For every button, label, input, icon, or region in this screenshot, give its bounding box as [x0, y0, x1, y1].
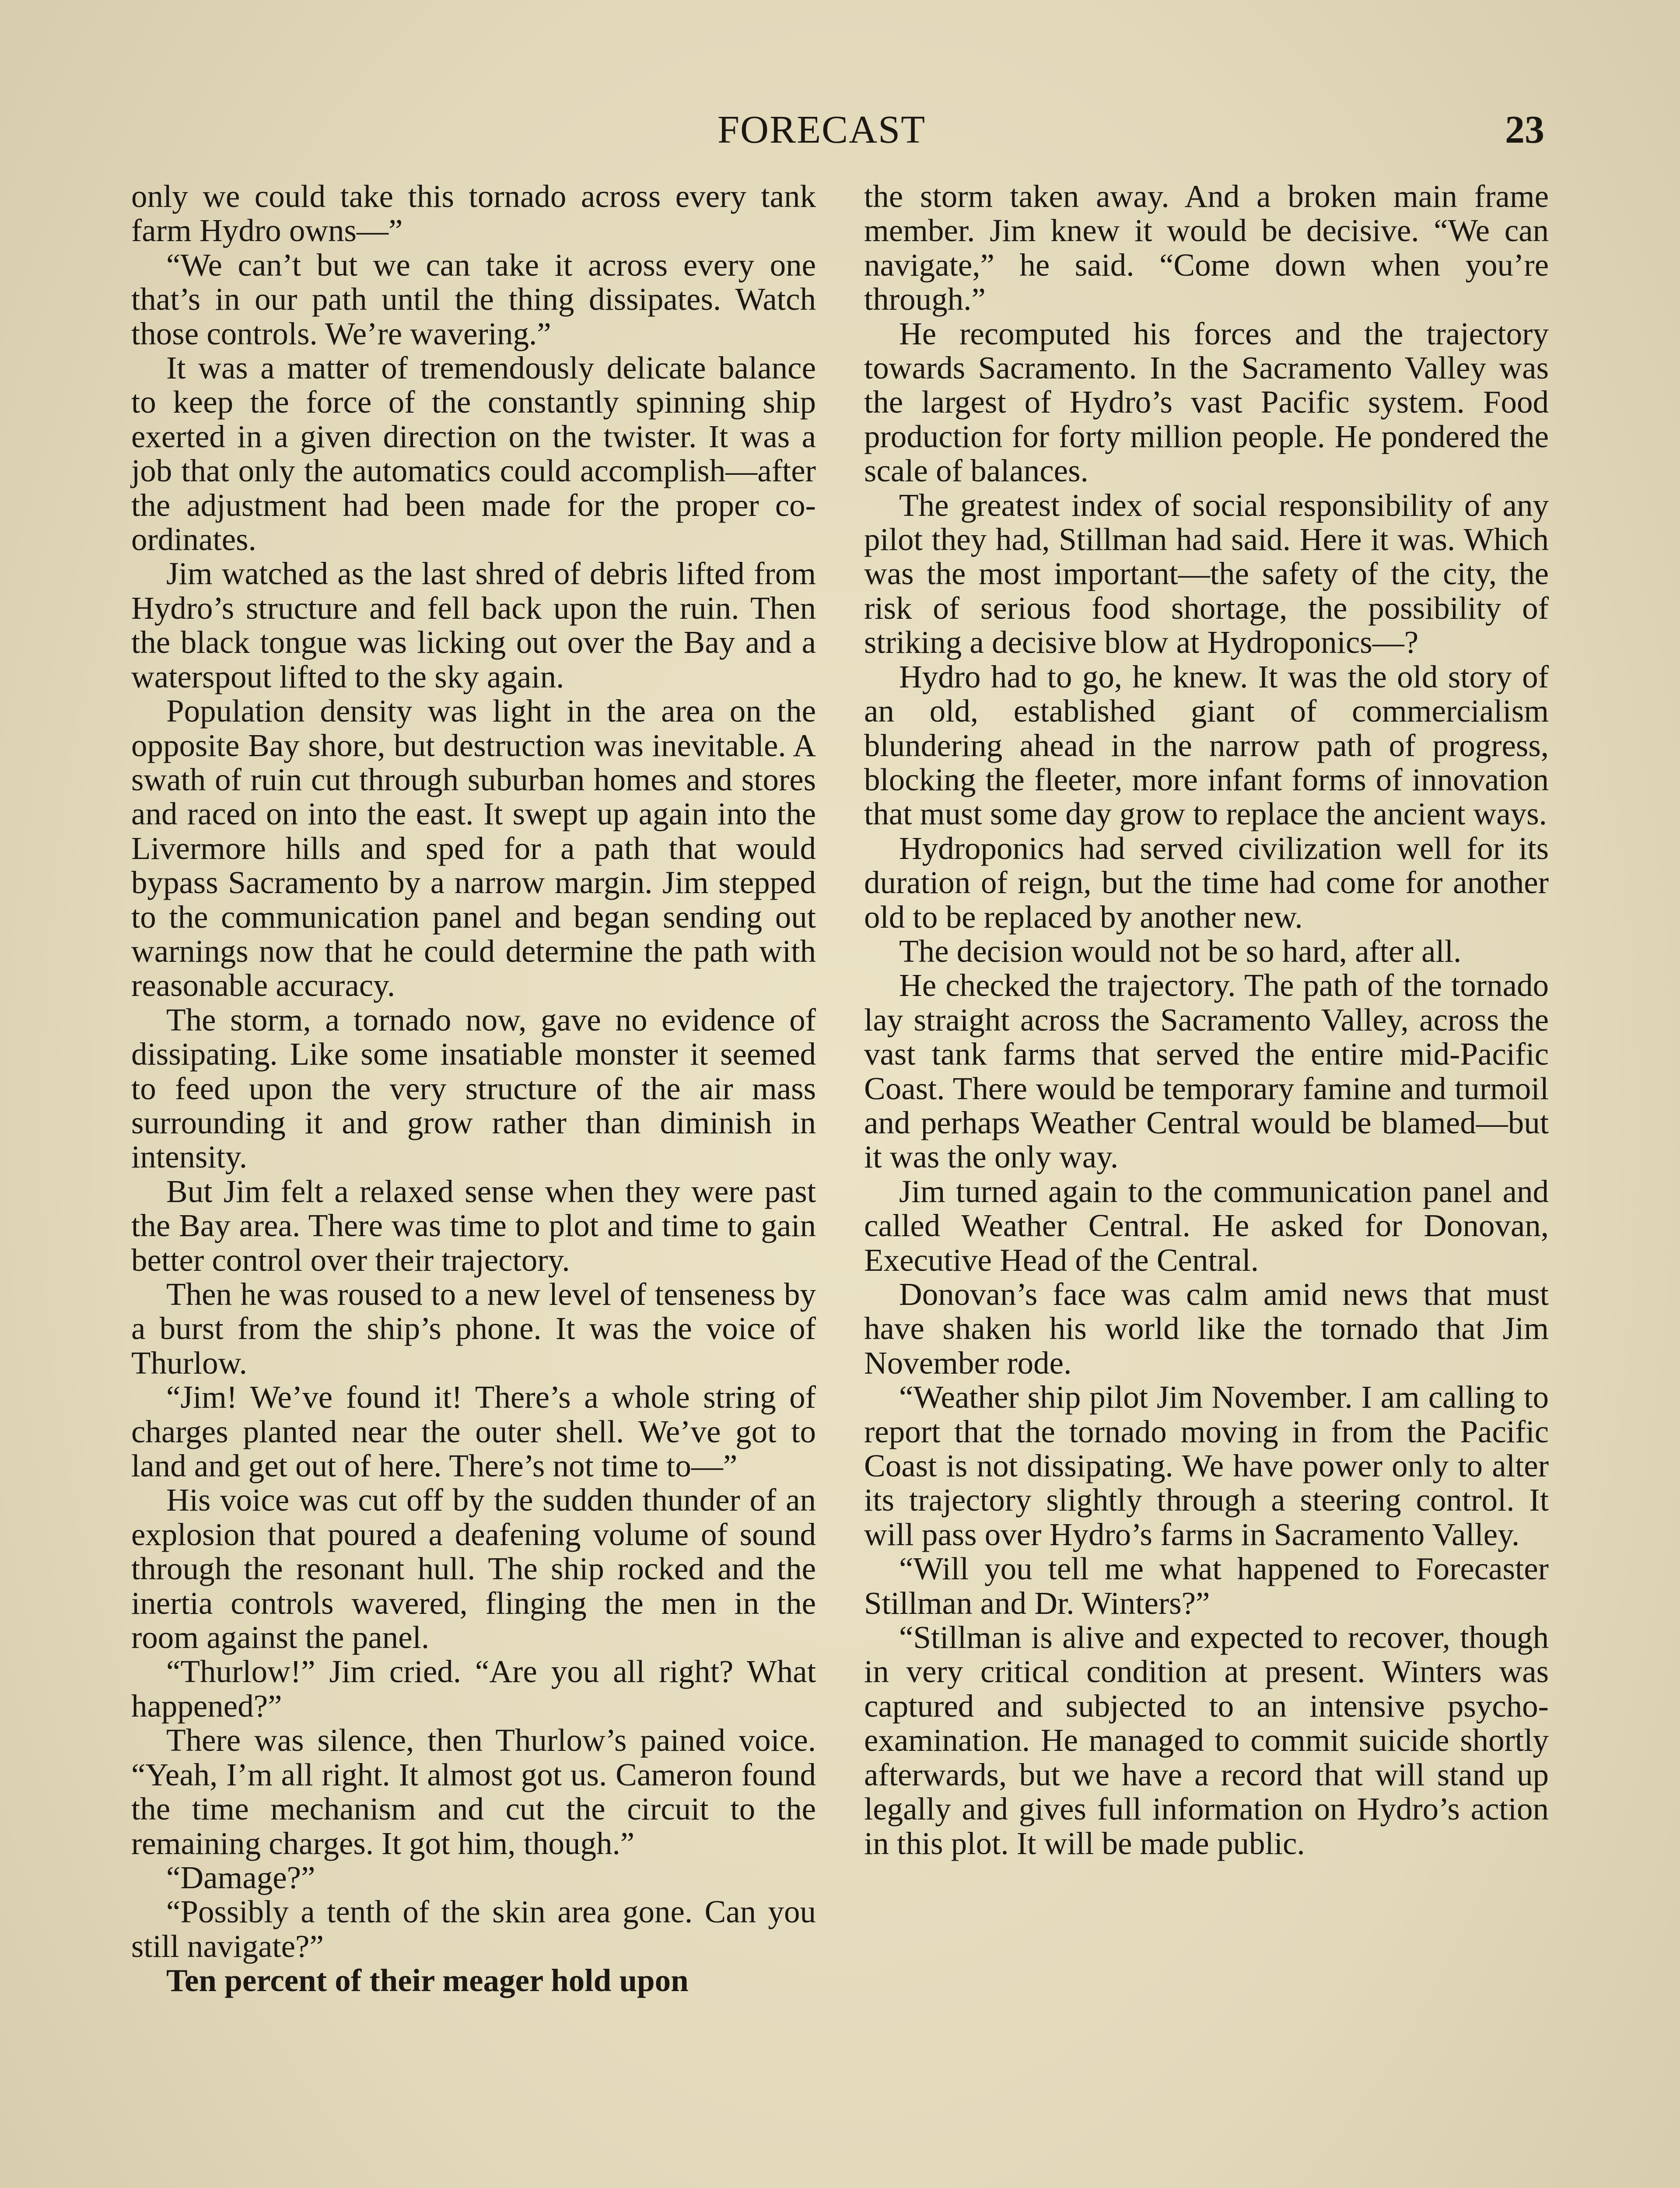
paragraph: “Weather ship pilot Jim November. I am calling to report that the tornado moving in from the Pacific Coast is not dissipating. We have power only to alter its trajectory slightly through a steering control. It will pass over Hydro’s farms in Sacramento Valley. [864, 1379, 1549, 1552]
paragraph: Hydroponics had served civilization well for its duration of reign, but the time had come for another old to be replaced by another new. [864, 830, 1549, 935]
paragraph: Donovan’s face was calm amid news that must have shaken his world like the tornado that Jim November rode. [864, 1276, 1549, 1381]
paragraph: “Stillman is alive and expected to recover, though in very critical condition at present. Winters was captured and subjected to an intensive psycho-examination. He managed to commit suicide shortly afterwards, but we have a record that will stand up legally and gives full information on Hydro’s action in this plot. It will be made public. [864, 1620, 1549, 1861]
page-number: 23 [1505, 108, 1544, 151]
paragraph: “Possibly a tenth of the skin area gone. Can you still navigate?” [131, 1894, 816, 1964]
paragraph: Then he was roused to a new level of tenseness by a burst from the ship’s phone. It was the voice of Thurlow. [131, 1276, 816, 1381]
paragraph: “Damage?” [166, 1859, 315, 1895]
paragraph: There was silence, then Thurlow’s pained voice. “Yeah, I’m all right. It almost got us. Cameron found the time mechanism and cut the circuit to the remaining charges. It got him, though.” [131, 1722, 816, 1861]
paragraph: He recomputed his forces and the trajectory towards Sacramento. In the Sacramento Valley was the largest of Hydro’s vast Pacific system. Food production for forty million people. He pondered the scale of balances. [864, 316, 1549, 489]
paragraph: “Will you tell me what happened to Forecaster Stillman and Dr. Winters?” [864, 1551, 1549, 1621]
paragraph: “Jim! We’ve found it! There’s a whole string of charges planted near the outer shell. We’ve got to land and get out of here. There’s not time to—” [131, 1379, 816, 1484]
paragraph: It was a matter of tremendously delicate balance to keep the force of the constantly spinning ship exerted in a given direction on the twister. It was a job that only the automatics could accomplish—after the adjustment had been made for the proper co-ordinates. [131, 350, 816, 558]
paragraph: “We can’t but we can take it across every one that’s in our path until the thing dissipates. Watch those controls. We’re wavering.” [131, 247, 816, 351]
paragraph: the storm taken away. And a broken main frame member. Jim knew it would be decisive. “We can navigate,” he said. “Come down when you’re through.” [864, 179, 1549, 317]
right-text-column [864, 179, 1549, 1861]
paragraph: Jim turned again to the communication panel and called Weather Central. He asked for Donovan, Executive Head of the Central. [864, 1173, 1549, 1278]
paragraph: Hydro had to go, he knew. It was the old story of an old, established giant of commercialism blundering ahead in the narrow path of progress, blocking the fleeter, more infant forms of innovation that must some day grow to replace the ancient ways. [864, 659, 1549, 832]
paragraph: But Jim felt a relaxed sense when they were past the Bay area. There was time to plot and time to gain better control over their trajectory. [131, 1173, 816, 1278]
paragraph: He checked the trajectory. The path of the tornado lay straight across the Sacramento Valley, across the vast tank farms that served the entire mid-Pacific Coast. There would be temporary famine and turmoil and perhaps Weather Central would be blamed—but it was the only way. [864, 968, 1549, 1175]
paragraph: Ten percent of their meager hold upon [166, 1963, 689, 1999]
paragraph: The storm, a tornado now, gave no evidence of dissipating. Like some insatiable monster it seemed to feed upon the very structure of the air mass surrounding it and grow rather than diminish in intensity. [131, 1002, 816, 1175]
left-text-column [131, 179, 816, 1998]
running-title: FORECAST [718, 108, 926, 151]
paragraph: His voice was cut off by the sudden thunder of an explosion that poured a deafening volume of sound through the resonant hull. The ship rocked and the inertia controls wavered, flinging the men in the room against the panel. [131, 1482, 816, 1655]
paragraph: Population density was light in the area on the opposite Bay shore, but destruction was inevitable. A swath of ruin cut through suburban homes and stores and raced on into the east. It swept up again into the Livermore hills and sped for a path that would bypass Sacramento by a narrow margin. Jim stepped to the communication panel and began sending out warnings now that he could determine the path with reasonable accuracy. [131, 693, 816, 1003]
paragraph: only we could take this tornado across every tank farm Hydro owns—” [131, 179, 816, 249]
paragraph: The greatest index of social responsibility of any pilot they had, Stillman had said. Here it was. Which was the most important—the safety of the city, the risk of serious food shortage, the possibility of striking a decisive blow at Hydroponics—? [864, 487, 1549, 660]
paragraph: The decision would not be so hard, after all. [899, 933, 1462, 969]
paragraph: “Thurlow!” Jim cried. “Are you all right? What happened?” [131, 1654, 816, 1724]
paragraph: Jim watched as the last shred of debris lifted from Hydro’s structure and fell back upon the ruin. Then the black tongue was licking out over the Bay and a waterspout lifted to the sky again. [131, 556, 816, 694]
running-header [0, 107, 1680, 155]
